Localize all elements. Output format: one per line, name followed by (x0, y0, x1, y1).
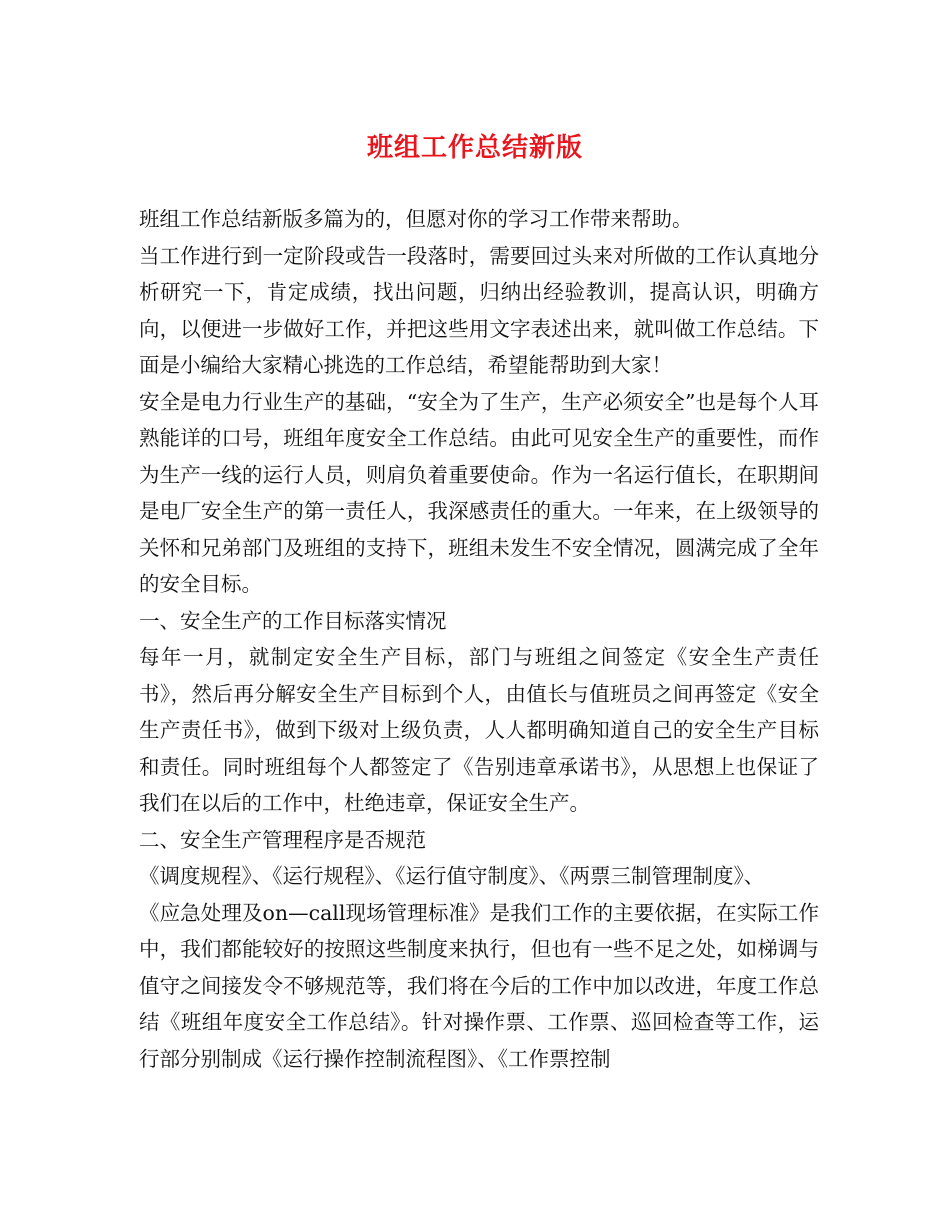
paragraph-summary-definition: 当工作进行到一定阶段或告一段落时，需要回过头来对所做的工作认真地分析研究一下，肯定成绩，找出问题，归纳出经验教训，提高认识，明确方向，以便进一步做好工作，并把这些用文字表述出来，就叫做工作总结。下面是小编给大家精心挑选的工作总结，希望能帮助到大家！ (139, 243, 819, 377)
paragraph-goal-implementation: 每年一月，就制定安全生产目标，部门与班组之间签定《安全生产责任书》，然后再分解安全生产目标到个人，由值长与值班员之间再签定《安全生产责任书》，做到下级对上级负责，人人都明确知道自己的安全生产目标和责任。同时班组每个人都签定了《告别违章承诺书》，从思想上也保证了我们在以后的工作中，杜绝违章，保证安全生产。 (139, 645, 819, 815)
document-title: 班组工作总结新版 (366, 133, 583, 163)
paragraph-intro: 班组工作总结新版多篇为的，但愿对你的学习工作带来帮助。 (139, 207, 693, 231)
paragraph-regulations-list: 《调度规程》、《运行规程》、《运行值守制度》、《两票三制管理制度》、 (139, 864, 765, 888)
document-body (139, 201, 819, 1077)
paragraph-safety-importance: 安全是电力行业生产的基础，“安全为了生产，生产必须安全”也是每个人耳熟能详的口号，班组年度安全工作总结。由此可见安全生产的重要性，而作为生产一线的运行人员，则肩负着重要使命。作为一名运行值长，在职期间是电厂安全生产的第一责任人，我深感责任的重大。一年来，在上级领导的关怀和兄弟部门及班组的支持下，班组未发生不安全情况，圆满完成了全年的安全目标。 (139, 389, 819, 596)
paragraph-regulations-detail: 《应急处理及on—call现场管理标准》是我们工作的主要依据，在实际工作中，我们都能较好的按照这些制度来执行，但也有一些不足之处，如梯调与值守之间接发令不够规范等，我们将在今后的工作中加以改进，年度工作总结《班组年度安全工作总结》。针对操作票、工作票、巡回检查等工作，运行部分别制成《运行操作控制流程图》、《工作票控制 (139, 900, 819, 1071)
section-heading-1: 一、安全生产的工作目标落实情况 (139, 608, 447, 633)
section-heading-2: 二、安全生产管理程序是否规范 (139, 827, 426, 852)
